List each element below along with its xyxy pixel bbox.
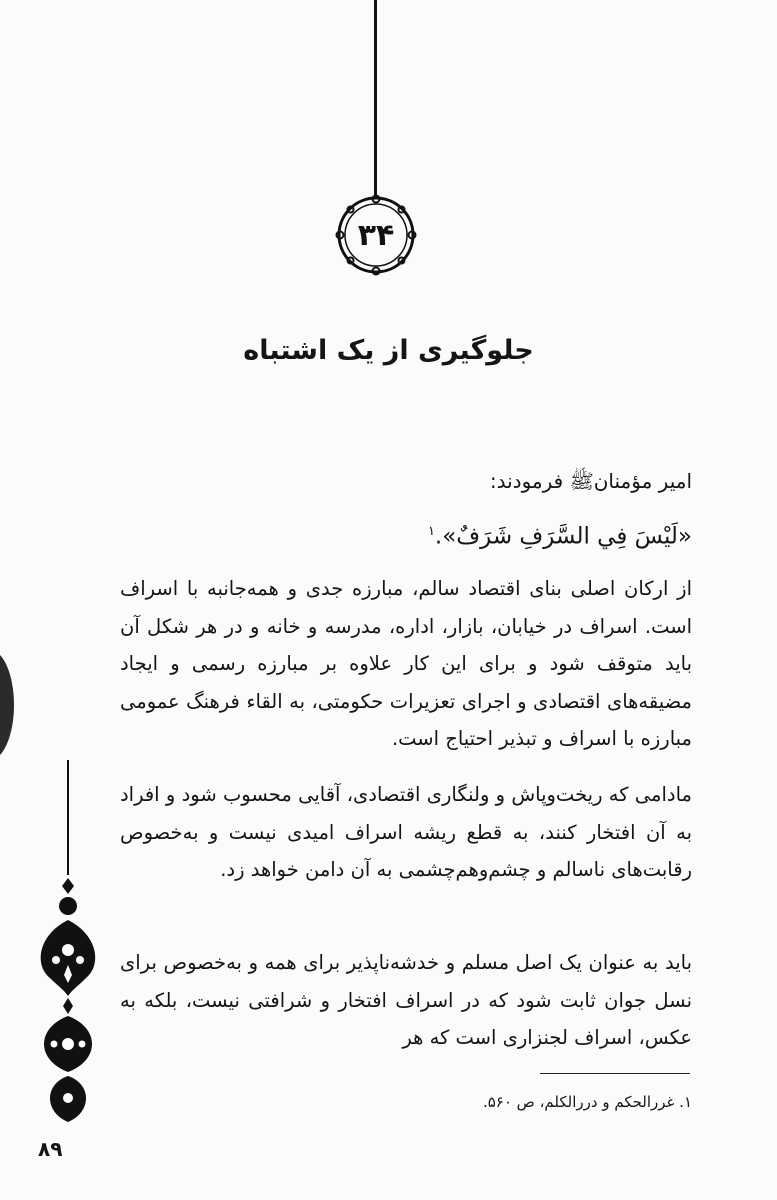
page-number: ۸۹ <box>38 1137 63 1161</box>
footnote-divider <box>540 1073 690 1074</box>
hanging-line <box>374 0 377 198</box>
paragraph-1: از ارکان اصلی بنای اقتصاد سالم، مبارزه جدی و همه‌جانبه با اسراف است. اسراف در خیابان، بازار، اداره، مدرسه و خانه و در هر شکل آن باید متوقف شود و برای این کار علاوه بر مبارزه رسمی و ایجاد مضیقه‌های اقتصادی و اجرای تعزیرات حکومتی، به القاء فرهنگ عمومی مبارزه با اسراف و تبذیر احتیاج است. <box>120 577 692 750</box>
hadith-quote <box>120 512 692 557</box>
footnote: ۱. غررالحکم و دررالکلم، ص ۵۶۰. <box>482 1093 692 1111</box>
side-ornament-icon <box>28 760 108 1130</box>
intro-line: امیر مؤمنان‌ﷺ فرمودند: <box>489 469 692 493</box>
chapter-number: ۳۴ <box>357 217 395 253</box>
paragraph-2: مادامی که ریخت‌وپاش و ولنگاری اقتصادی، آقایی محسوب شود و افراد به آن افتخار کنند، به قطع ریشه اسراف امیدی نیست و به‌خصوص رقابت‌های ناسالم و چشم‌وهم‌چشمی به آن دامن خواهد زد. <box>120 783 692 881</box>
page-edge-shadow <box>0 650 14 760</box>
paragraph-3: باید به عنوان یک اصل مسلم و خدشه‌ناپذیر برای همه و به‌خصوص برای نسل جوان ثابت شود که در اسراف افتخار و شرافتی نیست، بلکه به عکس، اسراف لجنزاری است که هر <box>120 951 692 1049</box>
page-title: جلوگیری از یک اشتباه <box>243 335 534 366</box>
footnote-ref[interactable]: ۱ <box>427 524 435 539</box>
quote-text: «لَيْسَ فِي السَّرَفِ شَرَفٌ». <box>434 523 692 550</box>
